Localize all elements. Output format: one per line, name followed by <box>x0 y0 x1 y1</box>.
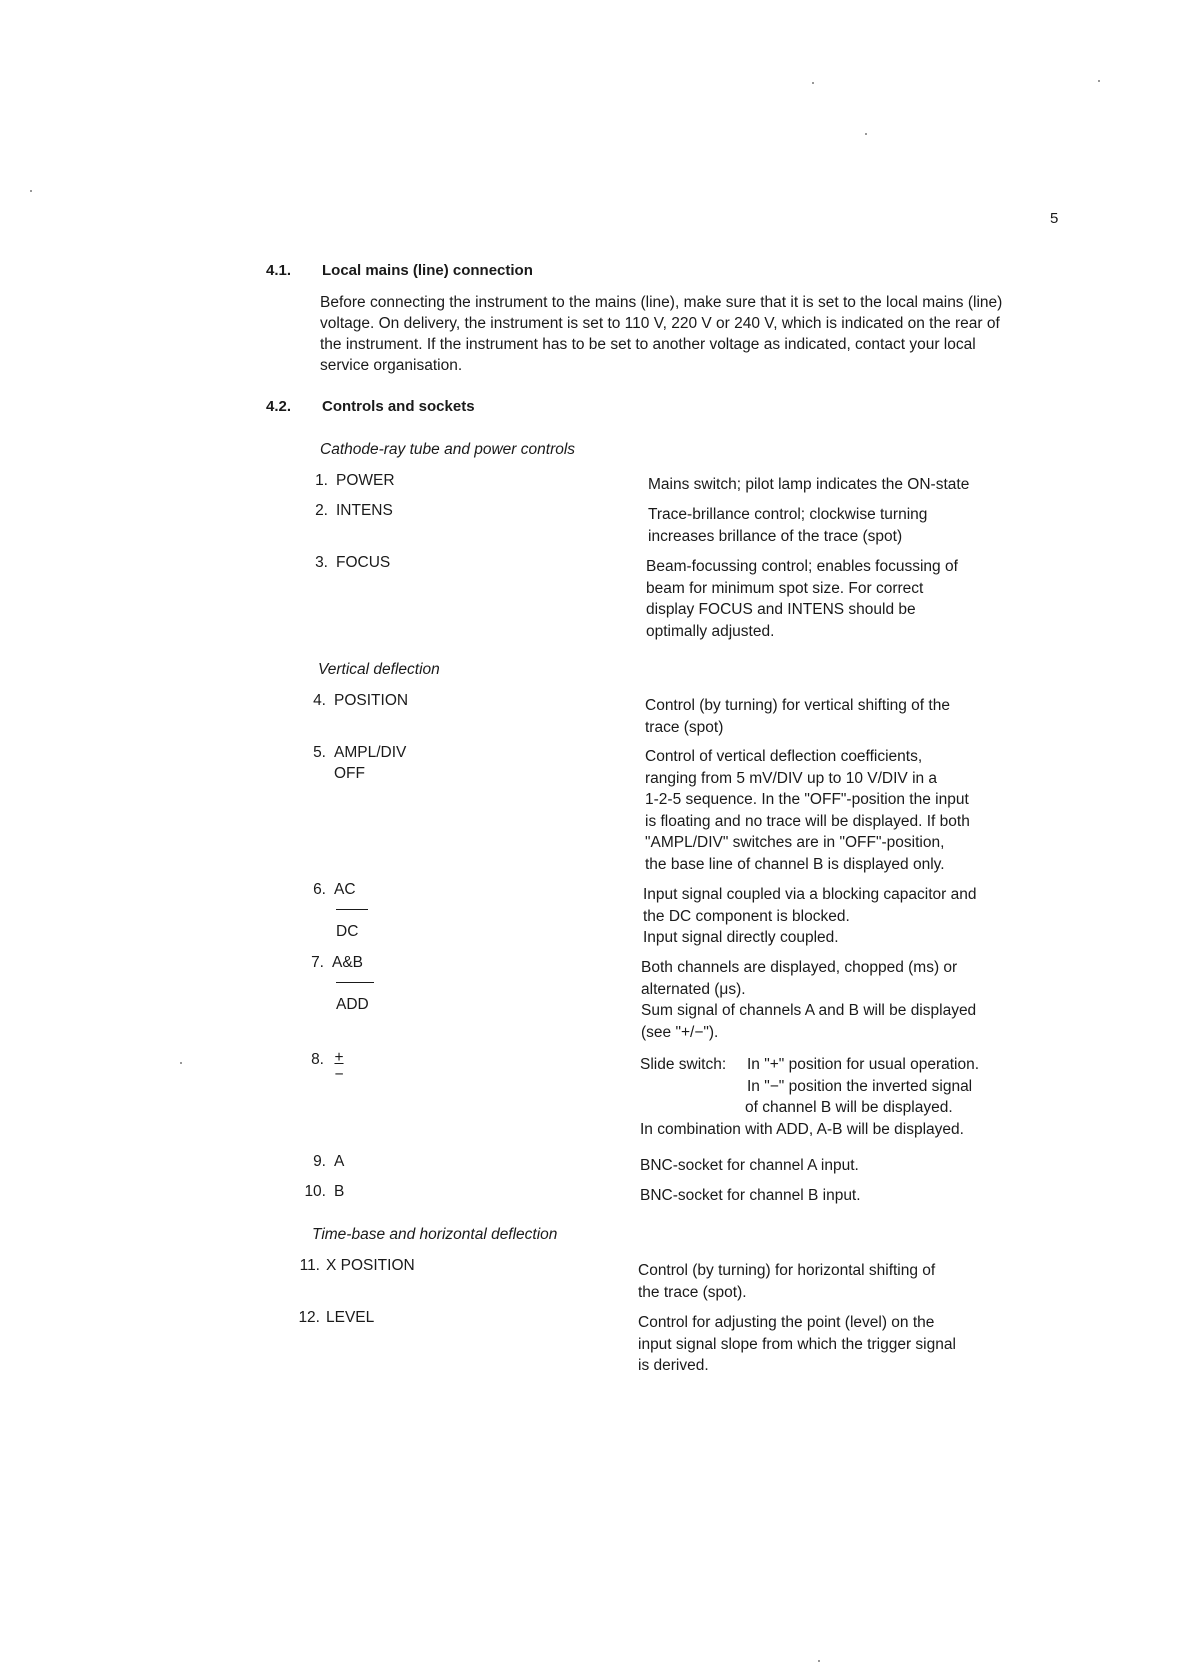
desc-line: Input signal coupled via a blocking capacitor and <box>643 886 977 903</box>
item-label: POWER <box>336 472 395 489</box>
desc-line <box>640 1054 980 1076</box>
control-item-a-b-add <box>296 952 374 1015</box>
desc-line-2: In "−" position the inverted signal <box>747 1077 973 1095</box>
desc-lead: Slide switch: <box>640 1056 727 1073</box>
item-number: 5. <box>313 744 326 761</box>
item-label: AMPL/DIV <box>334 744 407 761</box>
desc-line: the trace (spot). <box>638 1283 747 1301</box>
control-desc-x-position <box>638 1260 935 1303</box>
desc-line: Control (by turning) for vertical shifting of the <box>645 697 950 714</box>
divider-rule <box>336 982 374 983</box>
section-4-1-paragraph: Before connecting the instrument to the mains (line), make sure that it is set to the local mains (line) voltage. On delivery, the instrument is set to 110 V, 220 V or 240 V, which is indicated on the rear of the instrument. If the instrument has to be set to another voltage as indicated, contact your local service organisation. <box>320 294 1003 374</box>
desc-line: "AMPL/DIV" switches are in "OFF"-position, <box>645 834 945 851</box>
section-4-2-title: Controls and sockets <box>322 398 475 415</box>
desc-line-1: In "+" position for usual operation. <box>747 1056 980 1073</box>
item-label: POSITION <box>334 692 409 709</box>
item-number: 12. <box>298 1309 320 1326</box>
control-item-plus-minus <box>296 1049 346 1083</box>
divider-rule <box>336 909 368 910</box>
plus-minus-symbol <box>332 1049 346 1083</box>
desc-line: ranging from 5 mV/DIV up to 10 V/DIV in a <box>645 769 938 787</box>
control-desc-socket-a <box>640 1155 859 1177</box>
control-item-socket-b <box>298 1181 344 1202</box>
desc-line: Both channels are displayed, chopped (ms) or <box>641 959 958 976</box>
desc-line: Sum signal of channels A and B will be displayed <box>641 1002 977 1019</box>
item-label: LEVEL <box>326 1309 375 1326</box>
desc-line: display FOCUS and INTENS should be <box>646 601 916 618</box>
control-desc-level <box>638 1312 956 1377</box>
desc-line: is floating and no trace will be displayed. If both <box>645 812 970 830</box>
control-desc-intens <box>648 504 927 547</box>
item-label: B <box>334 1183 345 1200</box>
item-number: 11. <box>299 1257 320 1274</box>
item-number: 1. <box>315 472 328 489</box>
item-label-2: OFF <box>334 765 365 782</box>
desc-line: alternated (μs). <box>641 980 746 998</box>
item-label: A&B <box>332 954 364 971</box>
desc-line-3: of channel B will be displayed. <box>745 1099 953 1116</box>
desc-line: 1-2-5 sequence. In the "OFF"-position the input <box>645 791 969 808</box>
control-desc-position <box>645 695 950 738</box>
control-item-x-position <box>298 1255 415 1276</box>
item-number: 6. <box>313 881 326 898</box>
control-item-focus <box>300 552 390 573</box>
minus-symbol: − <box>334 1066 344 1083</box>
desc-line: input signal slope from which the trigger signal <box>638 1335 956 1353</box>
item-label-2: DC <box>336 923 359 940</box>
section-4-1-number: 4.1. <box>266 262 292 279</box>
crt-controls-heading: Cathode-ray tube and power controls <box>320 441 576 458</box>
item-number: 8. <box>311 1051 324 1068</box>
timebase-heading: Time-base and horizontal deflection <box>312 1226 558 1243</box>
section-4-1-title: Local mains (line) connection <box>322 262 533 279</box>
plus-symbol: + <box>334 1049 344 1066</box>
desc-line: Beam-focussing control; enables focussing of <box>646 558 958 575</box>
control-desc-ampl-div <box>645 746 970 875</box>
section-4-2-number: 4.2. <box>266 398 292 415</box>
item-label: FOCUS <box>336 554 391 571</box>
desc-line: Control of vertical deflection coefficients, <box>645 748 923 765</box>
control-desc-ac-dc <box>643 884 976 949</box>
control-item-socket-a <box>298 1151 344 1172</box>
control-item-ampl-div <box>298 742 406 784</box>
control-item-level <box>298 1307 374 1328</box>
vertical-deflection-heading: Vertical deflection <box>318 661 440 678</box>
desc-line: beam for minimum spot size. For correct <box>646 579 924 597</box>
desc-line: Input signal directly coupled. <box>643 929 839 946</box>
desc-line: increases brillance of the trace (spot) <box>648 527 903 545</box>
item-number: 9. <box>313 1153 326 1170</box>
control-item-intens <box>300 500 393 521</box>
item-number: 7. <box>311 954 324 971</box>
desc-line: optimally adjusted. <box>646 622 775 640</box>
desc-line: Control (by turning) for horizontal shifting of <box>638 1262 936 1279</box>
control-item-power <box>300 470 395 491</box>
item-label: X POSITION <box>326 1257 415 1274</box>
item-label: AC <box>334 881 356 898</box>
desc-line: the base line of channel B is displayed only. <box>645 855 945 873</box>
control-desc-a-b-add <box>641 957 976 1043</box>
control-item-position <box>298 690 408 711</box>
desc-line: Mains switch; pilot lamp indicates the ON-state <box>648 476 970 493</box>
desc-line: trace (spot) <box>645 718 724 736</box>
item-label: A <box>334 1153 345 1170</box>
control-desc-power <box>648 474 969 496</box>
item-number: 3. <box>315 554 328 571</box>
desc-line: the DC component is blocked. <box>643 907 850 925</box>
item-number: 10. <box>304 1183 326 1200</box>
desc-line: is derived. <box>638 1357 709 1374</box>
desc-line: BNC-socket for channel B input. <box>640 1187 861 1204</box>
control-desc-focus <box>646 556 958 642</box>
desc-line: BNC-socket for channel A input. <box>640 1157 859 1174</box>
desc-tail: In combination with ADD, A-B will be displayed. <box>640 1120 964 1138</box>
item-label: INTENS <box>336 502 393 519</box>
desc-line: (see "+/−"). <box>641 1023 719 1041</box>
page-number: 5 <box>1050 210 1059 227</box>
control-item-ac-dc <box>298 879 368 942</box>
control-desc-slide-switch <box>640 1054 980 1140</box>
item-number: 2. <box>315 502 328 519</box>
control-desc-socket-b <box>640 1185 861 1207</box>
item-label-2: ADD <box>336 996 369 1013</box>
desc-line: Trace-brillance control; clockwise turning <box>648 506 928 523</box>
desc-line: Control for adjusting the point (level) on the <box>638 1314 935 1331</box>
item-number: 4. <box>313 692 326 709</box>
